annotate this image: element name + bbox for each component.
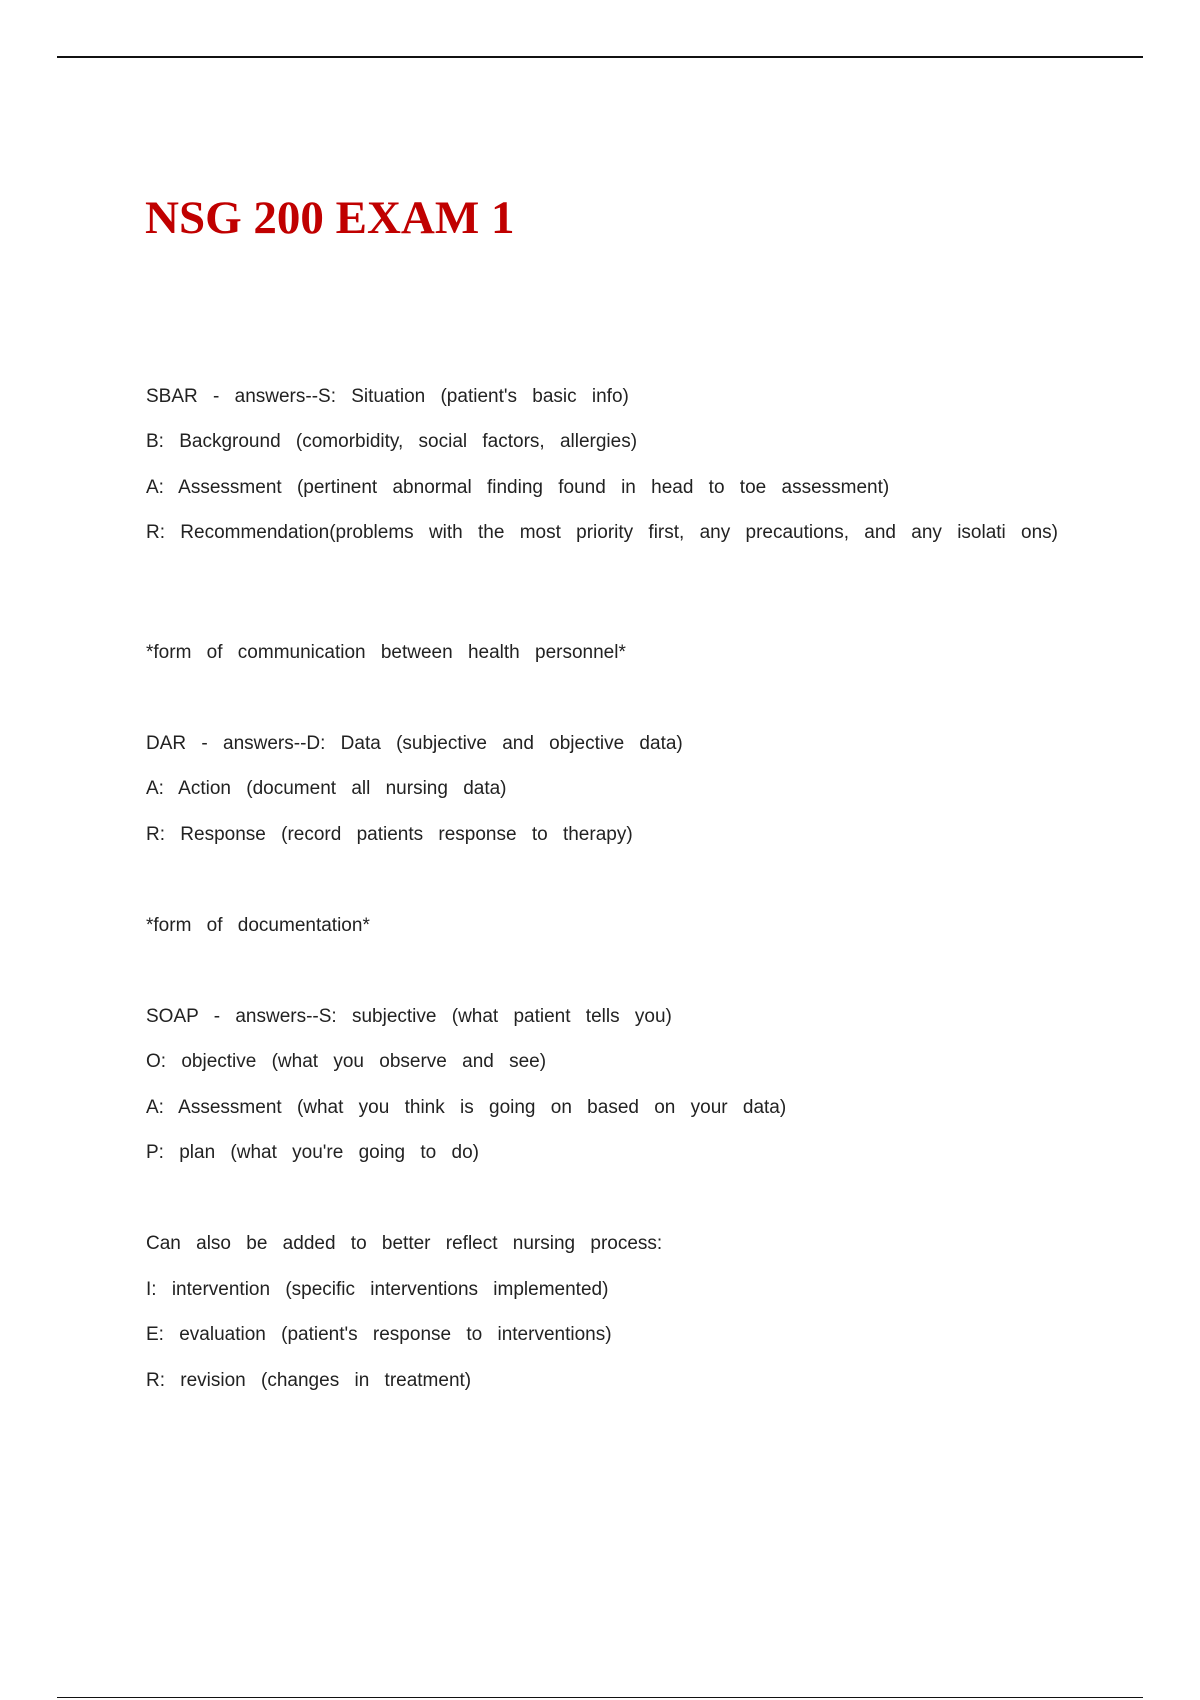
dar-line-r: R: Response (record patients response to therapy) xyxy=(146,824,633,845)
sbar-line-a: A: Assessment (pertinent abnormal finding found in head to toe assessment) xyxy=(146,477,890,498)
soapier-line-e: E: evaluation (patient's response to interventions) xyxy=(146,1324,612,1345)
soap-line-p: P: plan (what you're going to do) xyxy=(146,1142,479,1163)
sbar-line-r: R: Recommendation(problems with the most priority first, any precautions, and any isolati ons) xyxy=(146,522,1059,543)
dar-line-a: A: Action (document all nursing data) xyxy=(146,778,507,799)
top-rule xyxy=(57,56,1143,58)
bottom-rule xyxy=(57,1697,1143,1698)
sbar-line-s: SBAR - answers--S: Situation (patient's basic info) xyxy=(146,386,629,407)
dar-line-d: DAR - answers--D: Data (subjective and objective data) xyxy=(146,733,683,754)
soapier-intro: Can also be added to better reflect nursing process: xyxy=(146,1233,663,1254)
soap-line-s: SOAP - answers--S: subjective (what patient tells you) xyxy=(146,1006,672,1027)
sbar-line-b: B: Background (comorbidity, social factors, allergies) xyxy=(146,431,638,452)
document-title: NSG 200 EXAM 1 xyxy=(145,192,515,244)
soapier-line-r: R: revision (changes in treatment) xyxy=(146,1370,472,1391)
sbar-note: *form of communication between health personnel* xyxy=(146,642,626,663)
soap-line-a: A: Assessment (what you think is going on based on your data) xyxy=(146,1097,787,1118)
soapier-line-i: I: intervention (specific interventions implemented) xyxy=(146,1279,609,1300)
dar-note: *form of documentation* xyxy=(146,915,370,936)
soap-line-o: O: objective (what you observe and see) xyxy=(146,1051,547,1072)
